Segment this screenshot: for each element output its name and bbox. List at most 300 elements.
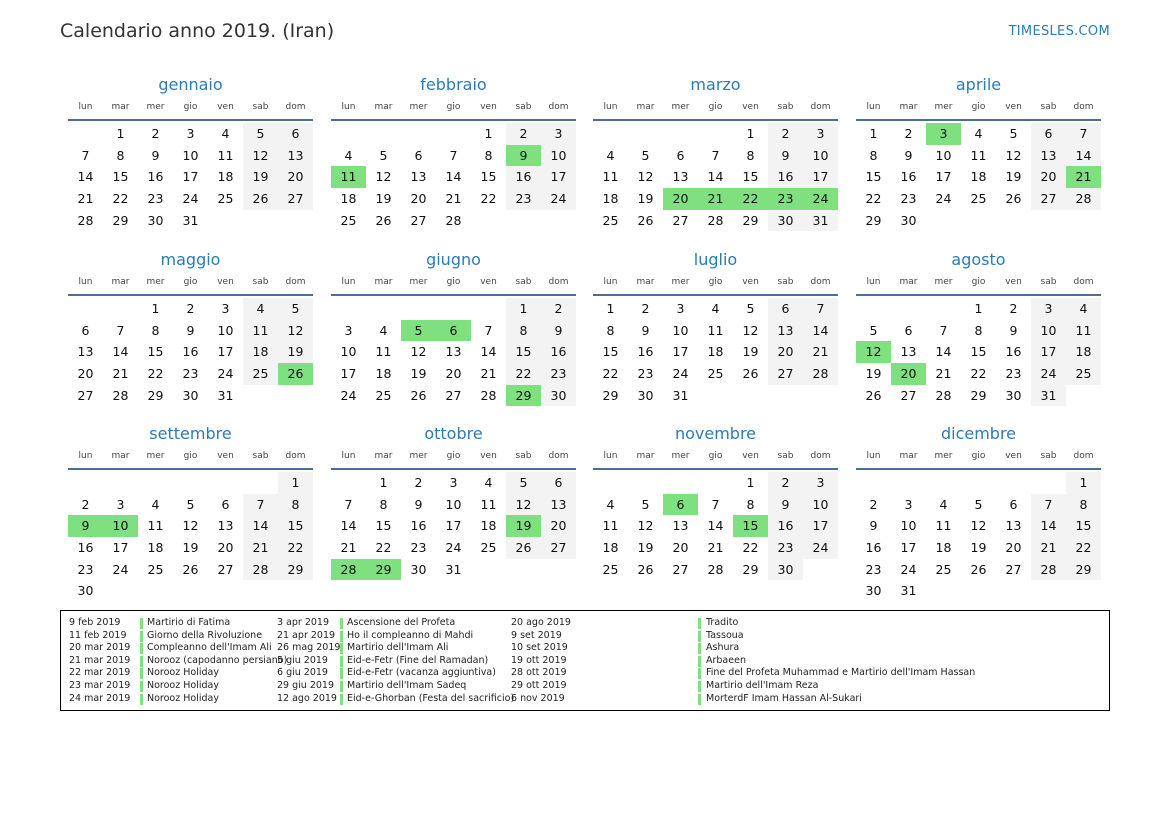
- day-cell: 1: [974, 301, 983, 316]
- weekday-label: gio: [446, 277, 461, 287]
- weekday-header: [331, 444, 576, 470]
- weekday-header: [331, 95, 576, 121]
- day-cell: 20: [768, 341, 803, 363]
- day-cell: 16: [1005, 344, 1022, 360]
- holiday-day-cell: 6: [436, 320, 471, 342]
- day-cell: 30: [900, 212, 917, 228]
- holiday-name: Eid-e-Fetr (Fine del Ramadan): [347, 654, 489, 666]
- holiday-marker: [698, 694, 701, 705]
- holiday-marker: [140, 631, 143, 642]
- day-cell: 15: [970, 344, 987, 360]
- legend-item: [69, 679, 219, 693]
- day-cell: 25: [1066, 363, 1101, 385]
- weekday-label: gio: [708, 102, 723, 112]
- day-cell: 11: [243, 320, 278, 342]
- day-cell: 9: [1009, 322, 1018, 338]
- weekday-label: sab: [515, 102, 532, 112]
- day-cell: 16: [506, 166, 541, 188]
- day-cell: 1: [746, 475, 755, 490]
- day-cell: 9: [641, 322, 650, 338]
- day-cell: 24: [935, 191, 952, 207]
- day-cell: 12: [637, 518, 654, 534]
- month-marzo: [593, 75, 838, 231]
- day-cell: 14: [935, 344, 952, 360]
- day-cell: 19: [182, 540, 199, 556]
- day-cell: 17: [541, 166, 576, 188]
- day-cell: 7: [711, 147, 720, 163]
- day-cell: 18: [375, 366, 392, 382]
- holiday-name: Giorno della Rivoluzione: [147, 629, 263, 641]
- empty-cell: [436, 123, 471, 145]
- day-cell: 5: [746, 301, 755, 316]
- empty-cell: [68, 123, 103, 145]
- legend-item: [511, 617, 739, 630]
- weekday-label: dom: [810, 102, 831, 112]
- days-grid: [331, 123, 576, 231]
- day-cell: 21: [480, 366, 497, 382]
- day-cell: 14: [803, 320, 838, 342]
- weekday-label: lun: [341, 102, 356, 112]
- weekday-header: [593, 270, 838, 296]
- day-cell: 22: [375, 540, 392, 556]
- days-grid: [68, 123, 313, 231]
- empty-cell: [628, 123, 663, 145]
- day-cell: 22: [970, 366, 987, 382]
- day-cell: 17: [445, 518, 462, 534]
- day-cell: 27: [77, 387, 94, 403]
- month-name: settembre: [149, 424, 232, 443]
- day-cell: 27: [900, 387, 917, 403]
- month-settembre: [68, 424, 313, 602]
- day-cell: 29: [742, 561, 759, 577]
- holiday-name: Eid-e-Ghorban (Festa del sacrificio): [347, 692, 515, 704]
- day-cell: 10: [217, 322, 234, 338]
- day-cell: 31: [672, 387, 689, 403]
- day-cell: 11: [375, 344, 392, 360]
- day-cell: 8: [746, 496, 755, 512]
- weekday-label: mar: [899, 102, 918, 112]
- holiday-day-cell: 21: [1066, 166, 1101, 188]
- holiday-name: Norooz Holiday: [147, 692, 219, 704]
- holiday-day-cell: 20: [891, 363, 926, 385]
- day-cell: 26: [865, 387, 882, 403]
- day-cell: 12: [506, 494, 541, 516]
- day-cell: 11: [707, 322, 724, 338]
- day-cell: 10: [445, 496, 462, 512]
- day-cell: 28: [707, 561, 724, 577]
- day-cell: 3: [541, 123, 576, 145]
- weekday-label: dom: [548, 277, 569, 287]
- day-cell: 21: [803, 341, 838, 363]
- month-name: agosto: [951, 250, 1006, 269]
- holiday-day-cell: 28: [331, 559, 366, 581]
- weekday-label: mer: [409, 102, 428, 112]
- day-cell: 30: [147, 212, 164, 228]
- weekday-label: mer: [934, 277, 953, 287]
- day-cell: 23: [637, 366, 654, 382]
- holiday-marker: [140, 618, 143, 629]
- holiday-day-cell: 5: [401, 320, 436, 342]
- day-cell: 15: [742, 169, 759, 185]
- holiday-date: 21 apr 2019: [277, 629, 336, 641]
- weekday-label: mer: [146, 102, 165, 112]
- day-cell: 4: [606, 496, 615, 512]
- day-cell: 21: [707, 540, 724, 556]
- day-cell: 30: [541, 385, 576, 407]
- day-cell: 5: [641, 496, 650, 512]
- day-cell: 14: [480, 344, 497, 360]
- holiday-marker: [140, 668, 143, 679]
- month-name: novembre: [674, 424, 757, 443]
- day-cell: 19: [637, 191, 654, 207]
- holiday-date: 28 ott 2019: [511, 667, 567, 679]
- day-cell: 10: [803, 145, 838, 167]
- day-cell: 23: [77, 561, 94, 577]
- day-cell: 10: [340, 344, 357, 360]
- day-cell: 15: [602, 344, 619, 360]
- day-cell: 9: [768, 494, 803, 516]
- weekday-label: mer: [671, 277, 690, 287]
- weekday-label: ven: [217, 102, 234, 112]
- day-cell: 2: [904, 126, 913, 141]
- month-name: marzo: [690, 75, 741, 94]
- holiday-day-cell: 23: [768, 188, 803, 210]
- day-cell: 5: [186, 496, 195, 512]
- holiday-day-cell: 6: [663, 494, 698, 516]
- day-cell: 7: [81, 147, 90, 163]
- month-name: gennaio: [158, 75, 223, 94]
- holiday-day-cell: 9: [68, 515, 103, 537]
- day-cell: 9: [414, 496, 423, 512]
- day-cell: 22: [112, 191, 129, 207]
- day-cell: 30: [410, 561, 427, 577]
- day-cell: 21: [1031, 537, 1066, 559]
- day-cell: 8: [278, 494, 313, 516]
- holiday-name: Norooz Holiday: [147, 667, 219, 679]
- day-cell: 8: [746, 147, 755, 163]
- day-cell: 27: [1005, 561, 1022, 577]
- legend-item: [511, 642, 740, 655]
- day-cell: 4: [151, 496, 160, 512]
- weekday-label: sab: [777, 451, 794, 461]
- holiday-day-cell: 10: [103, 515, 138, 537]
- day-cell: 7: [243, 494, 278, 516]
- day-cell: 14: [112, 344, 129, 360]
- empty-cell: [366, 123, 401, 145]
- day-cell: 5: [243, 123, 278, 145]
- weekday-header: [856, 95, 1101, 121]
- day-cell: 19: [410, 366, 427, 382]
- day-cell: 7: [344, 496, 353, 512]
- day-cell: 10: [935, 147, 952, 163]
- empty-cell: [926, 472, 961, 494]
- empty-cell: [243, 472, 278, 494]
- day-cell: 1: [1066, 472, 1101, 494]
- day-cell: 20: [1005, 540, 1022, 556]
- day-cell: 18: [970, 169, 987, 185]
- day-cell: 27: [672, 561, 689, 577]
- weekday-label: ven: [217, 277, 234, 287]
- day-cell: 26: [243, 188, 278, 210]
- day-cell: 6: [1009, 496, 1018, 512]
- day-cell: 19: [375, 191, 392, 207]
- day-cell: 9: [768, 145, 803, 167]
- day-cell: 28: [480, 387, 497, 403]
- legend-item: [511, 667, 976, 680]
- weekday-label: ven: [742, 277, 759, 287]
- day-cell: 21: [340, 540, 357, 556]
- days-grid: [593, 472, 838, 580]
- weekday-label: gio: [446, 451, 461, 461]
- holiday-legend: [60, 610, 1110, 711]
- weekday-label: lun: [78, 102, 93, 112]
- day-cell: 20: [278, 166, 313, 188]
- day-cell: 10: [1031, 320, 1066, 342]
- day-cell: 13: [77, 344, 94, 360]
- day-cell: 4: [711, 301, 720, 316]
- weekday-label: mer: [934, 102, 953, 112]
- day-cell: 6: [676, 147, 685, 163]
- holiday-day-cell: 26: [278, 363, 313, 385]
- day-cell: 8: [869, 147, 878, 163]
- empty-cell: [663, 472, 698, 494]
- weekday-label: mar: [374, 102, 393, 112]
- legend-item: [277, 642, 449, 655]
- day-cell: 28: [243, 559, 278, 581]
- weekday-label: lun: [866, 277, 881, 287]
- day-cell: 27: [672, 212, 689, 228]
- day-cell: 22: [147, 366, 164, 382]
- day-cell: 11: [602, 169, 619, 185]
- weekday-label: ven: [742, 451, 759, 461]
- day-cell: 21: [77, 191, 94, 207]
- empty-cell: [856, 472, 891, 494]
- day-cell: 1: [746, 126, 755, 141]
- day-cell: 8: [506, 320, 541, 342]
- empty-cell: [593, 472, 628, 494]
- holiday-date: 3 apr 2019: [277, 617, 330, 628]
- day-cell: 15: [147, 344, 164, 360]
- day-cell: 16: [865, 540, 882, 556]
- month-name: aprile: [955, 75, 1002, 94]
- day-cell: 17: [900, 540, 917, 556]
- day-cell: 24: [112, 561, 129, 577]
- day-cell: 31: [217, 387, 234, 403]
- day-cell: 5: [974, 496, 983, 512]
- holiday-day-cell: 21: [698, 188, 733, 210]
- legend-column: [277, 617, 515, 705]
- day-cell: 19: [243, 166, 278, 188]
- holiday-marker: [340, 618, 343, 629]
- holiday-date: 19 ott 2019: [511, 654, 567, 666]
- legend-column: [69, 617, 288, 705]
- day-cell: 13: [900, 344, 917, 360]
- day-cell: 13: [672, 169, 689, 185]
- day-cell: 6: [541, 472, 576, 494]
- day-cell: 15: [506, 341, 541, 363]
- day-cell: 20: [410, 191, 427, 207]
- day-cell: 24: [803, 537, 838, 559]
- legend-item: [69, 654, 288, 668]
- holiday-name: Ascensione del Profeta: [347, 617, 456, 628]
- day-cell: 13: [1005, 518, 1022, 534]
- day-cell: 29: [147, 387, 164, 403]
- day-cell: 10: [672, 322, 689, 338]
- month-luglio: [593, 250, 838, 406]
- day-cell: 11: [970, 147, 987, 163]
- day-cell: 11: [217, 147, 234, 163]
- day-cell: 1: [869, 126, 878, 141]
- day-cell: 8: [484, 147, 493, 163]
- day-cell: 25: [375, 387, 392, 403]
- day-cell: 3: [803, 123, 838, 145]
- holiday-name: Eid-e-Fetr (vacanza aggiuntiva): [347, 667, 496, 679]
- holiday-marker: [698, 618, 701, 629]
- day-cell: 3: [344, 322, 353, 338]
- weekday-label: sab: [1040, 102, 1057, 112]
- holiday-day-cell: 20: [663, 188, 698, 210]
- weekday-label: ven: [1005, 451, 1022, 461]
- day-cell: 17: [182, 169, 199, 185]
- day-cell: 23: [410, 540, 427, 556]
- day-cell: 14: [707, 518, 724, 534]
- day-cell: 30: [77, 583, 94, 599]
- holiday-marker: [698, 668, 701, 679]
- day-cell: 27: [445, 387, 462, 403]
- weekday-label: mar: [111, 277, 130, 287]
- weekday-label: gio: [183, 451, 198, 461]
- day-cell: 5: [506, 472, 541, 494]
- legend-item: [277, 692, 515, 706]
- day-cell: 10: [900, 518, 917, 534]
- day-cell: 17: [217, 344, 234, 360]
- day-cell: 3: [116, 496, 125, 512]
- day-cell: 7: [939, 322, 948, 338]
- legend-item: [511, 679, 819, 693]
- day-cell: 9: [541, 320, 576, 342]
- day-cell: 2: [151, 126, 160, 141]
- day-cell: 2: [541, 298, 576, 320]
- day-cell: 7: [711, 496, 720, 512]
- day-cell: 27: [410, 212, 427, 228]
- day-cell: 31: [900, 583, 917, 599]
- weekday-label: sab: [515, 277, 532, 287]
- day-cell: 4: [606, 147, 615, 163]
- day-cell: 18: [217, 169, 234, 185]
- holiday-date: 26 mag 2019: [277, 642, 341, 654]
- day-cell: 27: [278, 188, 313, 210]
- holiday-date: 24 mar 2019: [69, 692, 131, 704]
- day-cell: 30: [865, 583, 882, 599]
- brand-link[interactable]: TIMESLES.COM: [1008, 24, 1110, 39]
- weekday-header: [331, 270, 576, 296]
- day-cell: 29: [278, 559, 313, 581]
- day-cell: 16: [77, 540, 94, 556]
- empty-cell: [401, 298, 436, 320]
- day-cell: 30: [768, 559, 803, 581]
- weekday-label: dom: [285, 451, 306, 461]
- weekday-label: ven: [480, 102, 497, 112]
- empty-cell: [856, 298, 891, 320]
- day-cell: 13: [445, 344, 462, 360]
- day-cell: 24: [672, 366, 689, 382]
- month-name: luglio: [693, 250, 738, 269]
- day-cell: 25: [340, 212, 357, 228]
- weekday-header: [68, 444, 313, 470]
- holiday-date: 9 set 2019: [511, 629, 562, 641]
- day-cell: 1: [379, 475, 388, 490]
- day-cell: 29: [602, 387, 619, 403]
- holiday-date: 9 feb 2019: [69, 617, 121, 628]
- weekday-label: gio: [971, 102, 986, 112]
- day-cell: 12: [182, 518, 199, 534]
- weekday-label: mar: [111, 102, 130, 112]
- weekday-header: [68, 95, 313, 121]
- day-cell: 28: [803, 363, 838, 385]
- legend-item: [69, 617, 231, 630]
- weekday-label: dom: [1073, 277, 1094, 287]
- month-giugno: [331, 250, 576, 406]
- weekday-label: ven: [480, 451, 497, 461]
- legend-item: [277, 654, 489, 668]
- day-cell: 14: [243, 515, 278, 537]
- weekday-label: mer: [146, 451, 165, 461]
- day-cell: 14: [77, 169, 94, 185]
- day-cell: 30: [1005, 387, 1022, 403]
- day-cell: 28: [1066, 188, 1101, 210]
- weekday-label: dom: [1073, 451, 1094, 461]
- holiday-marker: [140, 656, 143, 667]
- month-maggio: [68, 250, 313, 406]
- weekday-label: lun: [603, 277, 618, 287]
- day-cell: 1: [484, 126, 493, 141]
- day-cell: 21: [445, 191, 462, 207]
- day-cell: 3: [904, 496, 913, 512]
- day-cell: 20: [541, 515, 576, 537]
- day-cell: 17: [340, 366, 357, 382]
- day-cell: 24: [445, 540, 462, 556]
- day-cell: 23: [768, 537, 803, 559]
- weekday-label: gio: [446, 102, 461, 112]
- day-cell: 3: [221, 301, 230, 316]
- holiday-date: 11 feb 2019: [69, 629, 127, 641]
- page-title: Calendario anno 2019. (Iran): [60, 20, 335, 42]
- holiday-day-cell: 9: [506, 145, 541, 167]
- legend-item: [277, 629, 474, 643]
- day-cell: 20: [672, 540, 689, 556]
- holiday-marker: [698, 631, 701, 642]
- holiday-day-cell: 11: [331, 166, 366, 188]
- day-cell: 26: [637, 212, 654, 228]
- empty-cell: [961, 472, 996, 494]
- weekday-label: dom: [1073, 102, 1094, 112]
- holiday-date: 12 ago 2019: [277, 692, 337, 704]
- month-febbraio: [331, 75, 576, 231]
- day-cell: 15: [375, 518, 392, 534]
- empty-cell: [331, 123, 366, 145]
- day-cell: 3: [186, 126, 195, 141]
- holiday-marker: [140, 643, 143, 654]
- day-cell: 15: [1066, 515, 1101, 537]
- day-cell: 9: [904, 147, 913, 163]
- holiday-marker: [698, 643, 701, 654]
- day-cell: 6: [1031, 123, 1066, 145]
- weekday-label: mar: [899, 451, 918, 461]
- holiday-date: 20 mar 2019: [69, 642, 131, 654]
- day-cell: 9: [186, 322, 195, 338]
- holiday-marker: [340, 694, 343, 705]
- holiday-date: 22 mar 2019: [69, 667, 131, 679]
